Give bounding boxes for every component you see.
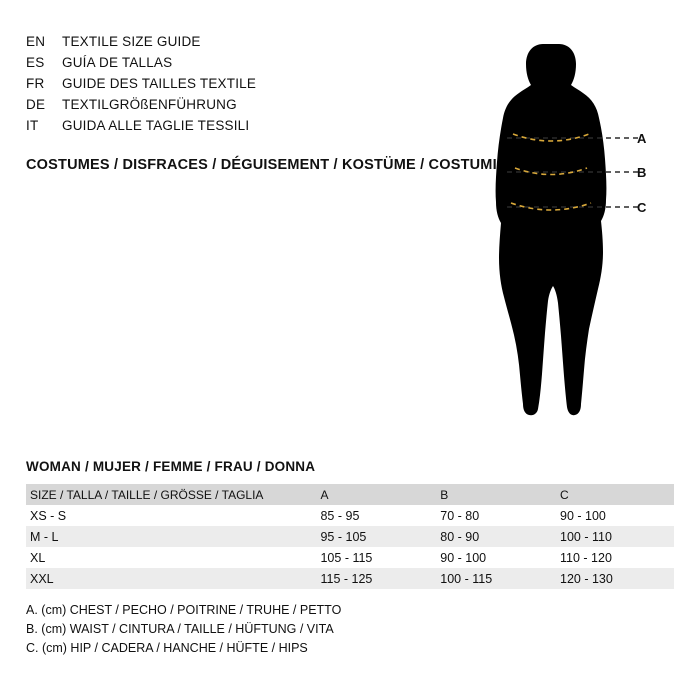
- row-size: M - L: [26, 526, 316, 547]
- marker-label-a: A: [637, 131, 647, 146]
- row-value-c: 100 - 110: [556, 526, 674, 547]
- category-line: COSTUMES / DISFRACES / DÉGUISEMENT / KOSTÜME / COSTUMI: [26, 157, 497, 173]
- row-value-c: 110 - 120: [556, 547, 674, 568]
- column-header-c: C: [556, 484, 674, 505]
- language-text-de: TEXTILGRÖßENFÜHRUNG: [62, 97, 237, 112]
- language-text-fr: GUIDE DES TAILLES TEXTILE: [62, 76, 257, 91]
- language-code-it: IT: [26, 118, 39, 133]
- language-text-it: GUIDA ALLE TAGLIE TESSILI: [62, 118, 250, 133]
- language-row-it: [26, 118, 466, 139]
- table-title: WOMAN / MUJER / FEMME / FRAU / DONNA: [26, 459, 316, 474]
- row-value-a: 85 - 95: [316, 505, 436, 526]
- language-row-es: [26, 55, 466, 76]
- language-code-de: DE: [26, 97, 46, 112]
- row-value-a: 105 - 115: [316, 547, 436, 568]
- marker-label-b: B: [637, 165, 647, 180]
- language-code-en: EN: [26, 34, 46, 49]
- language-row-en: [26, 34, 466, 55]
- row-value-b: 90 - 100: [436, 547, 556, 568]
- note-c: C. (cm) HIP / CADERA / HANCHE / HÜFTE / HIPS: [26, 641, 308, 655]
- language-code-es: ES: [26, 55, 45, 70]
- column-header-size: SIZE / TALLA / TAILLE / GRÖSSE / TAGLIA: [26, 484, 316, 505]
- column-header-b: B: [436, 484, 556, 505]
- marker-label-c: C: [637, 200, 647, 215]
- table-row: [26, 526, 674, 547]
- table-header-row: [26, 484, 674, 505]
- size-table: [26, 484, 674, 589]
- language-text-en: TEXTILE SIZE GUIDE: [62, 34, 201, 49]
- language-code-fr: FR: [26, 76, 45, 91]
- language-row-de: [26, 97, 466, 118]
- table-row: [26, 547, 674, 568]
- column-header-a: A: [316, 484, 436, 505]
- measurement-notes: [26, 601, 341, 658]
- language-row-fr: [26, 76, 466, 97]
- body-figure: [455, 30, 685, 440]
- row-value-a: 115 - 125: [316, 568, 436, 589]
- female-silhouette-icon: [455, 30, 685, 440]
- row-value-c: 120 - 130: [556, 568, 674, 589]
- row-value-b: 80 - 90: [436, 526, 556, 547]
- row-value-b: 70 - 80: [436, 505, 556, 526]
- note-b: B. (cm) WAIST / CINTURA / TAILLE / HÜFTUNG / VITA: [26, 622, 334, 636]
- row-value-b: 100 - 115: [436, 568, 556, 589]
- language-list: [26, 34, 466, 139]
- row-size: XL: [26, 547, 316, 568]
- row-value-c: 90 - 100: [556, 505, 674, 526]
- table-row: [26, 568, 674, 589]
- note-a: A. (cm) CHEST / PECHO / POITRINE / TRUHE / PETTO: [26, 603, 342, 617]
- language-text-es: GUÍA DE TALLAS: [62, 55, 173, 70]
- row-size: XXL: [26, 568, 316, 589]
- row-size: XS - S: [26, 505, 316, 526]
- table-row: [26, 505, 674, 526]
- row-value-a: 95 - 105: [316, 526, 436, 547]
